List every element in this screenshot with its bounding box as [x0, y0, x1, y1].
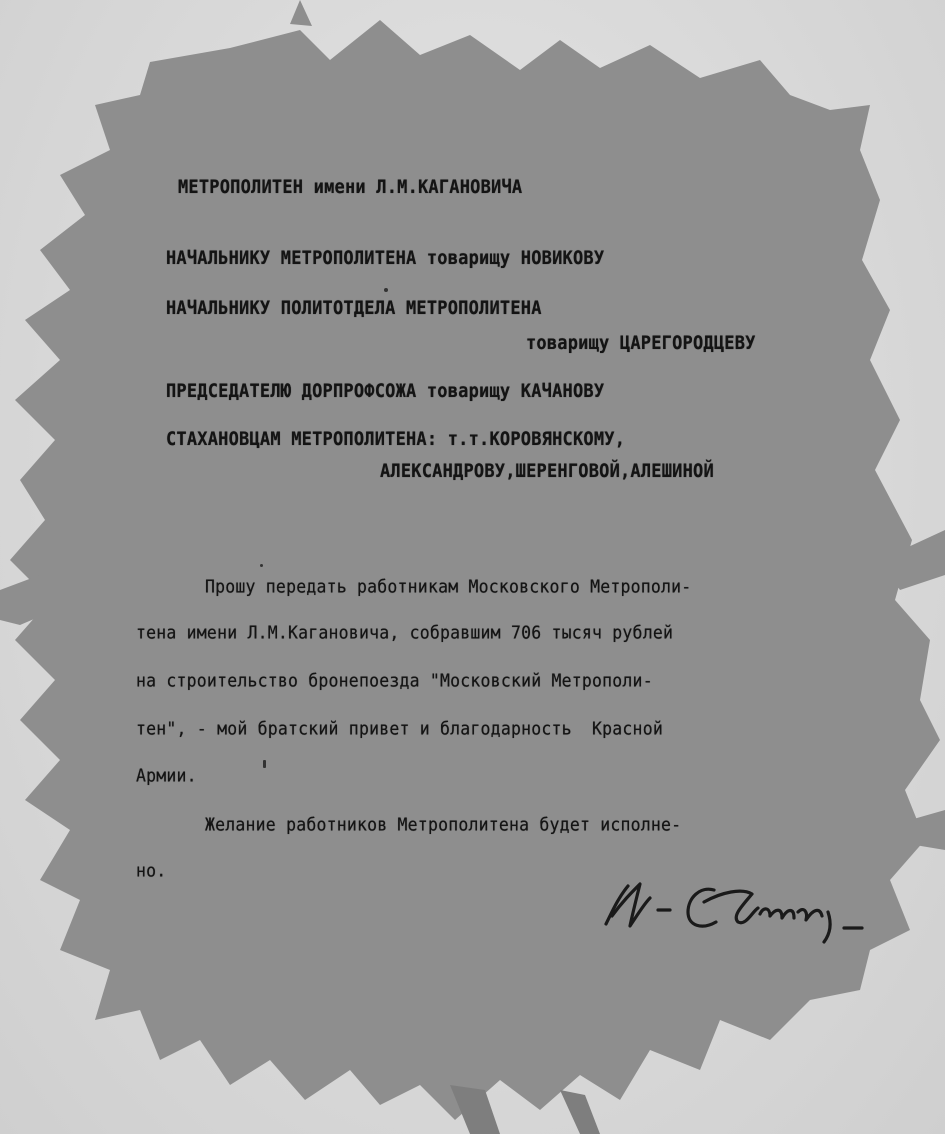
recipient-line: НАЧАЛЬНИКУ ПОЛИТОТДЕЛА МЕТРОПОЛИТЕНА [166, 297, 542, 320]
body-line: Армии. [136, 765, 197, 786]
handwritten-signature [592, 872, 872, 952]
ink-speck [263, 760, 266, 768]
body-line: на строительство бронепоезда "Московский Метрополи- [136, 670, 653, 691]
body-line: Прошу передать работникам Московского Метрополи- [205, 576, 692, 597]
recipient-line: АЛЕКСАНДРОВУ,ШЕРЕНГОВОЙ,АЛЕШИНОЙ [380, 460, 714, 483]
body-line: но. [136, 860, 167, 881]
recipient-line: товарищу ЦАРЕГОРОДЦЕВУ [526, 332, 756, 355]
ink-speck [260, 564, 263, 567]
body-line: тен", - мой братский привет и благодарность Красной [136, 718, 663, 739]
recipient-line: СТАХАНОВЦАМ МЕТРОПОЛИТЕНА: т.т.КОРОВЯНСКОМУ, [166, 428, 626, 451]
body-line: Желание работников Метрополитена будет исполне- [205, 814, 682, 835]
ink-speck [384, 288, 388, 292]
organization-line: МЕТРОПОЛИТЕН имени Л.М.КАГАНОВИЧА [178, 176, 523, 199]
body-line: тена имени Л.М.Кагановича, собравшим 706 тысяч рублей [136, 622, 674, 643]
recipient-line: ПРЕДСЕДАТЕЛЮ ДОРПРОФСОЖА товарищу КАЧАНОВУ [166, 380, 605, 403]
recipient-line: НАЧАЛЬНИКУ МЕТРОПОЛИТЕНА товарищу НОВИКОВУ [166, 247, 605, 270]
